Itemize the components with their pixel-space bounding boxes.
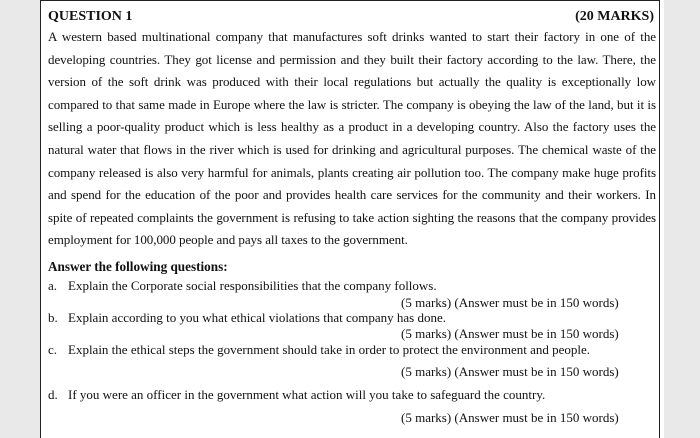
table-border-top: [40, 0, 660, 1]
question-c-marks: (5 marks) (Answer must be in 150 words): [401, 364, 619, 379]
table-border-right: [659, 0, 660, 438]
question-b-marks: (5 marks) (Answer must be in 150 words): [401, 326, 619, 341]
question-a-marks: (5 marks) (Answer must be in 150 words): [401, 295, 619, 310]
question-c-text: Explain the ethical steps the government should take in order to protect the environment and people.: [68, 342, 591, 357]
table-border-left: [40, 0, 41, 438]
answer-heading: Answer the following questions:: [48, 259, 228, 274]
question-d-letter: d.: [48, 387, 58, 402]
case-study-paragraph: A western based multinational company that manufactures soft drinks wanted to start their factory in one of the developing countries. They got license and permission and they built their factory according to the law. There, the version of the soft drink was produced with their local regulations but actually the quality is exceptionally low compared to that same made in Europe where the law is stricter. The company is obeying the law of the land, but it is selling a poor-quality product which is less healthy as a product in a developing country. Also the factory uses the natural water that flows in the river which is used for drinking and agricultural purposes. The chemical waste of the company released is also very harmful for animals, plants creating air pollution too. The company make huge profits and spend for the education of the poor and provides health care services for the community and their workers. In spite of repeated complaints the government is refusing to take action sighting the reasons that the company provides employment for 100,000 people and pays all taxes to the government.: [48, 29, 656, 248]
question-c-letter: c.: [48, 342, 58, 357]
question-b-text: Explain according to you what ethical violations that company has done.: [68, 310, 446, 325]
question-b: [48, 310, 446, 326]
question-a-text: Explain the Corporate social responsibilities that the company follows.: [68, 278, 437, 293]
question-total-marks: (20 MARKS): [575, 9, 654, 24]
question-b-letter: b.: [48, 310, 58, 325]
question-d: [48, 387, 545, 403]
question-d-marks: (5 marks) (Answer must be in 150 words): [401, 410, 619, 425]
question-a-letter: a.: [48, 278, 58, 293]
question-c: [48, 342, 590, 358]
question-header: [48, 9, 656, 25]
question-title: QUESTION 1: [48, 9, 133, 24]
question-d-text: If you were an officer in the government what action will you take to safeguard the country.: [68, 387, 546, 402]
question-a: [48, 278, 437, 294]
